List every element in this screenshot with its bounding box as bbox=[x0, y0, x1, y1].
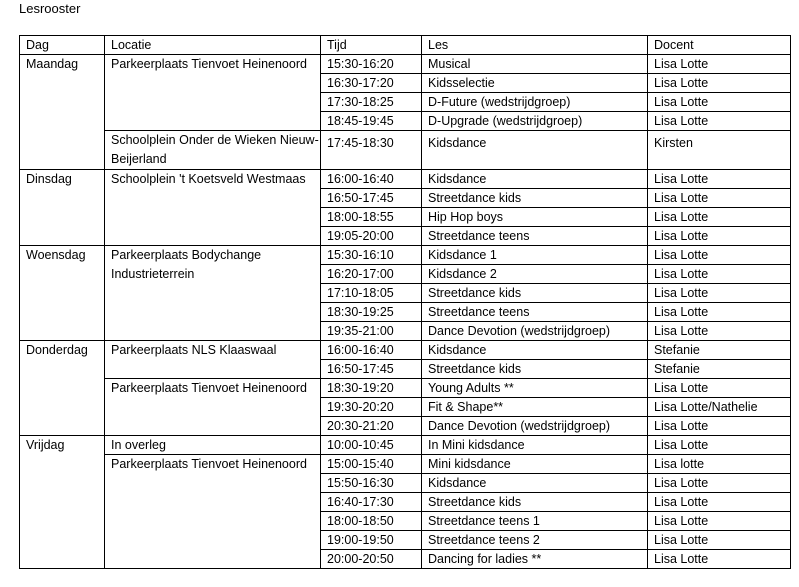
day-cell: Vrijdag bbox=[20, 436, 105, 569]
time-cell: 16:30-17:20 bbox=[321, 74, 422, 93]
time-cell: 19:30-20:20 bbox=[321, 398, 422, 417]
time-cell: 18:00-18:50 bbox=[321, 512, 422, 531]
teacher-cell: Lisa Lotte bbox=[648, 550, 791, 569]
teacher-cell: Lisa Lotte bbox=[648, 170, 791, 189]
lesson-cell: D-Upgrade (wedstrijdgroep) bbox=[422, 112, 648, 131]
header-time: Tijd bbox=[321, 36, 422, 55]
location-cell: In overleg bbox=[105, 436, 321, 455]
table-row bbox=[20, 170, 791, 189]
teacher-cell: Lisa Lotte/Nathelie bbox=[648, 398, 791, 417]
time-cell: 15:30-16:20 bbox=[321, 55, 422, 74]
lesson-cell: Kidsdance 1 bbox=[422, 246, 648, 265]
location-cell: Schoolplein 't Koetsveld Westmaas bbox=[105, 170, 321, 246]
table-row bbox=[20, 455, 791, 474]
lesson-cell: Streetdance kids bbox=[422, 493, 648, 512]
lesson-cell: Kidsdance bbox=[422, 341, 648, 360]
table-row bbox=[20, 246, 791, 265]
day-cell: Donderdag bbox=[20, 341, 105, 436]
teacher-cell: Lisa Lotte bbox=[648, 189, 791, 208]
lesson-cell: Kidsdance bbox=[422, 131, 648, 170]
lesson-cell: Streetdance teens 2 bbox=[422, 531, 648, 550]
day-cell: Maandag bbox=[20, 55, 105, 170]
time-cell: 15:50-16:30 bbox=[321, 474, 422, 493]
time-cell: 16:00-16:40 bbox=[321, 170, 422, 189]
time-cell: 20:00-20:50 bbox=[321, 550, 422, 569]
table-row bbox=[20, 55, 791, 74]
day-cell: Dinsdag bbox=[20, 170, 105, 246]
teacher-cell: Lisa Lotte bbox=[648, 227, 791, 246]
teacher-cell: Lisa Lotte bbox=[648, 93, 791, 112]
lesson-cell: Musical bbox=[422, 55, 648, 74]
teacher-cell: Lisa Lotte bbox=[648, 246, 791, 265]
teacher-cell: Lisa Lotte bbox=[648, 417, 791, 436]
time-cell: 19:05-20:00 bbox=[321, 227, 422, 246]
teacher-cell: Stefanie bbox=[648, 341, 791, 360]
header-teacher: Docent bbox=[648, 36, 791, 55]
time-cell: 17:10-18:05 bbox=[321, 284, 422, 303]
teacher-cell: Lisa Lotte bbox=[648, 512, 791, 531]
header-location: Locatie bbox=[105, 36, 321, 55]
teacher-cell: Lisa Lotte bbox=[648, 474, 791, 493]
teacher-cell: Lisa Lotte bbox=[648, 436, 791, 455]
time-cell: 16:20-17:00 bbox=[321, 265, 422, 284]
time-cell: 18:30-19:20 bbox=[321, 379, 422, 398]
table-row bbox=[20, 379, 791, 398]
lesson-cell: Dance Devotion (wedstrijdgroep) bbox=[422, 417, 648, 436]
header-day: Dag bbox=[20, 36, 105, 55]
time-cell: 17:30-18:25 bbox=[321, 93, 422, 112]
table-row bbox=[20, 341, 791, 360]
location-cell: Parkeerplaats NLS Klaaswaal bbox=[105, 341, 321, 379]
table-header-row bbox=[20, 36, 791, 55]
schedule-table bbox=[19, 35, 791, 569]
location-cell: Parkeerplaats Bodychange Industrieterrein bbox=[105, 246, 321, 341]
lesson-cell: Kidsdance bbox=[422, 474, 648, 493]
time-cell: 20:30-21:20 bbox=[321, 417, 422, 436]
lesson-cell: D-Future (wedstrijdgroep) bbox=[422, 93, 648, 112]
location-cell: Parkeerplaats Tienvoet Heinenoord bbox=[105, 55, 321, 131]
time-cell: 19:00-19:50 bbox=[321, 531, 422, 550]
time-cell: 16:50-17:45 bbox=[321, 189, 422, 208]
lesson-cell: Hip Hop boys bbox=[422, 208, 648, 227]
location-cell: Schoolplein Onder de Wieken Nieuw-Beijerland bbox=[105, 131, 321, 170]
lesson-cell: Streetdance teens 1 bbox=[422, 512, 648, 531]
lesson-cell: Kidsselectie bbox=[422, 74, 648, 93]
lesson-cell: Mini kidsdance bbox=[422, 455, 648, 474]
time-cell: 17:45-18:30 bbox=[321, 131, 422, 170]
page-title: Lesrooster bbox=[19, 1, 81, 16]
teacher-cell: Kirsten bbox=[648, 131, 791, 170]
lesson-cell: Kidsdance 2 bbox=[422, 265, 648, 284]
teacher-cell: Lisa lotte bbox=[648, 455, 791, 474]
time-cell: 16:50-17:45 bbox=[321, 360, 422, 379]
lesson-cell: Dancing for ladies ** bbox=[422, 550, 648, 569]
teacher-cell: Stefanie bbox=[648, 360, 791, 379]
time-cell: 16:40-17:30 bbox=[321, 493, 422, 512]
time-cell: 10:00-10:45 bbox=[321, 436, 422, 455]
lesson-cell: Streetdance teens bbox=[422, 303, 648, 322]
lesson-cell: In Mini kidsdance bbox=[422, 436, 648, 455]
lesson-cell: Fit & Shape** bbox=[422, 398, 648, 417]
location-cell: Parkeerplaats Tienvoet Heinenoord bbox=[105, 455, 321, 569]
lesson-cell: Streetdance teens bbox=[422, 227, 648, 246]
time-cell: 15:30-16:10 bbox=[321, 246, 422, 265]
teacher-cell: Lisa Lotte bbox=[648, 55, 791, 74]
time-cell: 18:45-19:45 bbox=[321, 112, 422, 131]
time-cell: 16:00-16:40 bbox=[321, 341, 422, 360]
time-cell: 18:30-19:25 bbox=[321, 303, 422, 322]
lesson-cell: Streetdance kids bbox=[422, 360, 648, 379]
lesson-cell: Streetdance kids bbox=[422, 284, 648, 303]
lesson-cell: Kidsdance bbox=[422, 170, 648, 189]
teacher-cell: Lisa Lotte bbox=[648, 531, 791, 550]
teacher-cell: Lisa Lotte bbox=[648, 265, 791, 284]
teacher-cell: Lisa Lotte bbox=[648, 379, 791, 398]
time-cell: 15:00-15:40 bbox=[321, 455, 422, 474]
table-row bbox=[20, 436, 791, 455]
lesson-cell: Streetdance kids bbox=[422, 189, 648, 208]
time-cell: 18:00-18:55 bbox=[321, 208, 422, 227]
teacher-cell: Lisa Lotte bbox=[648, 74, 791, 93]
header-lesson: Les bbox=[422, 36, 648, 55]
table-row bbox=[20, 131, 791, 170]
time-cell: 19:35-21:00 bbox=[321, 322, 422, 341]
day-cell: Woensdag bbox=[20, 246, 105, 341]
teacher-cell: Lisa Lotte bbox=[648, 284, 791, 303]
teacher-cell: Lisa Lotte bbox=[648, 112, 791, 131]
lesson-cell: Dance Devotion (wedstrijdgroep) bbox=[422, 322, 648, 341]
teacher-cell: Lisa Lotte bbox=[648, 493, 791, 512]
teacher-cell: Lisa Lotte bbox=[648, 322, 791, 341]
teacher-cell: Lisa Lotte bbox=[648, 303, 791, 322]
teacher-cell: Lisa Lotte bbox=[648, 208, 791, 227]
location-cell: Parkeerplaats Tienvoet Heinenoord bbox=[105, 379, 321, 436]
lesson-cell: Young Adults ** bbox=[422, 379, 648, 398]
